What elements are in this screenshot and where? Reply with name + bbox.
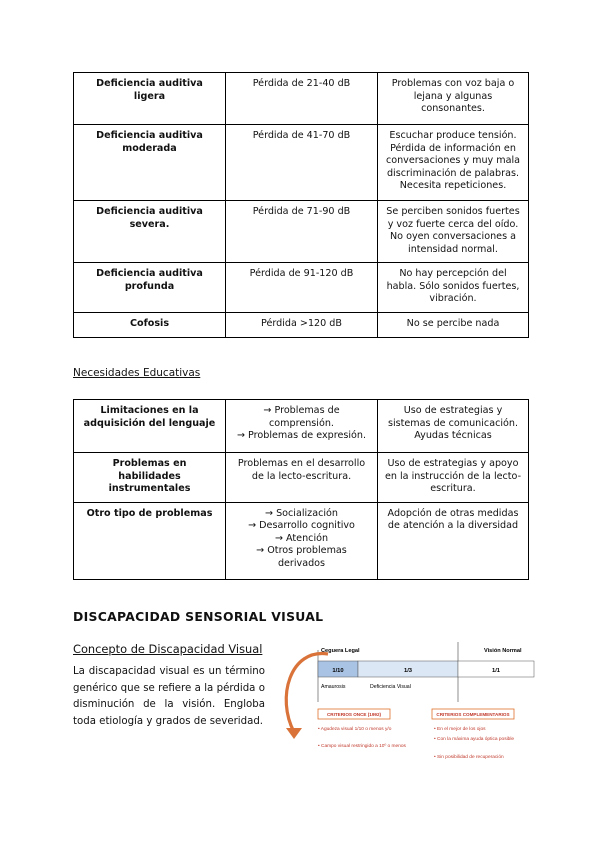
- need-problem-item: → Problemas de comprensión.: [263, 405, 340, 429]
- needs-row: [74, 502, 529, 579]
- scale-1-10: 1/10: [332, 668, 344, 674]
- hearing-loss-table: [73, 72, 529, 338]
- comp-item-2: • Con la máxima ayuda óptica posible: [434, 737, 515, 742]
- once-item-1-text: Agudeza visual 1/10 o menos y/o: [320, 727, 392, 732]
- once-item-1: • Agudeza visual 1/10 o menos y/o: [318, 727, 392, 732]
- vision-scale-figure: [280, 638, 542, 764]
- comp-item-3: • Sin posibilidad de recuperación: [434, 755, 504, 760]
- hearing-level: Deficiencia auditiva severa.: [74, 201, 226, 263]
- hearing-row: [74, 125, 529, 201]
- comp-item-1-text: En el mejor de los ojos: [437, 727, 486, 732]
- scale-1-3: 1/3: [403, 668, 413, 674]
- hearing-loss: Pérdida de 91-120 dB: [226, 263, 378, 313]
- hearing-row: [74, 73, 529, 125]
- once-criteria-title: CRITERIOS ONCE (1992): [326, 712, 382, 718]
- need-type: Problemas en habilidades instrumentales: [74, 453, 226, 503]
- hearing-loss: Pérdida >120 dB: [226, 313, 378, 338]
- section-title: DISCAPACIDAD SENSORIAL VISUAL: [73, 609, 324, 624]
- hearing-level: Cofosis: [74, 313, 226, 338]
- need-problems: [226, 502, 378, 579]
- label-amaurosis: Amaurosis: [321, 684, 346, 690]
- label-visual-deficiency: Deficiencia Visual: [370, 684, 411, 690]
- label-normal-vision: Visión Normal: [484, 648, 522, 654]
- comp-item-2-text: Con la máxima ayuda óptica posible: [437, 737, 515, 742]
- hearing-effect: Escuchar produce tensión. Pérdida de información en conversaciones y muy mala discriminación de palabras. Necesita repeticiones.: [378, 125, 529, 201]
- hearing-level: Deficiencia auditiva ligera: [74, 73, 226, 125]
- concept-paragraph: La discapacidad visual es un término genérico que se refiere a la pérdida o disminución de la visión. Engloba toda etiología y grados de severidad.: [73, 666, 265, 727]
- needs-row: [74, 400, 529, 453]
- hearing-effect: Se perciben sonidos fuertes y voz fuerte cerca del oído. No oyen conversaciones a intensidad normal.: [378, 201, 529, 263]
- need-problems: [226, 400, 378, 453]
- need-response: Uso de estrategias y sistemas de comunicación. Ayudas técnicas: [378, 400, 529, 453]
- hearing-loss: Pérdida de 21-40 dB: [226, 73, 378, 125]
- need-problem-item: → Problemas de expresión.: [236, 430, 367, 441]
- concept-heading: Concepto de Discapacidad Visual: [73, 642, 263, 656]
- hearing-effect: No se percibe nada: [378, 313, 529, 338]
- hearing-effect: Problemas con voz baja o lejana y algunas consonantes.: [378, 73, 529, 125]
- comp-item-1: • En el mejor de los ojos: [434, 727, 486, 732]
- needs-row: [74, 453, 529, 503]
- hearing-effect: No hay percepción del habla. Sólo sonidos fuertes, vibración.: [378, 263, 529, 313]
- need-type: Otro tipo de problemas: [74, 502, 226, 579]
- need-problem-item: → Socialización: [264, 507, 338, 519]
- once-item-2: • Campo visual restringido a 10º o menos: [318, 744, 406, 749]
- need-type: Limitaciones en la adquisición del lenguaje: [74, 400, 226, 453]
- hearing-loss: Pérdida de 41-70 dB: [226, 125, 378, 201]
- need-problem-item: → Atención: [274, 532, 329, 544]
- need-problem-item: Problemas en el desarrollo de la lecto-escritura.: [237, 458, 366, 482]
- hearing-level: Deficiencia auditiva profunda: [74, 263, 226, 313]
- label-legal-blindness: Ceguera Legal: [321, 648, 360, 654]
- hearing-level: Deficiencia auditiva moderada: [74, 125, 226, 201]
- once-item-2-text: Campo visual restringido a 10º o menos: [321, 744, 406, 749]
- need-response: Uso de estrategias y apoyo en la instrucción de la lecto-escritura.: [378, 453, 529, 503]
- need-problem-item: → Otros problemas derivados: [256, 545, 347, 569]
- need-response: Adopción de otras medidas de atención a la diversidad: [378, 502, 529, 579]
- hearing-row: [74, 313, 529, 338]
- complementary-criteria-title: CRITERIOS COMPLEMENTARIOS: [436, 712, 510, 718]
- hearing-loss: Pérdida de 71-90 dB: [226, 201, 378, 263]
- scale-1-1: 1/1: [491, 668, 501, 674]
- educational-needs-table: [73, 399, 529, 580]
- orange-arrow-head: [286, 728, 302, 739]
- hearing-row: [74, 201, 529, 263]
- need-problem-item: → Desarrollo cognitivo: [248, 520, 355, 531]
- needs-heading: Necesidades Educativas: [73, 367, 201, 379]
- need-problems: [226, 453, 378, 503]
- comp-item-3-text: Sin posibilidad de recuperación: [437, 755, 504, 760]
- hearing-row: [74, 263, 529, 313]
